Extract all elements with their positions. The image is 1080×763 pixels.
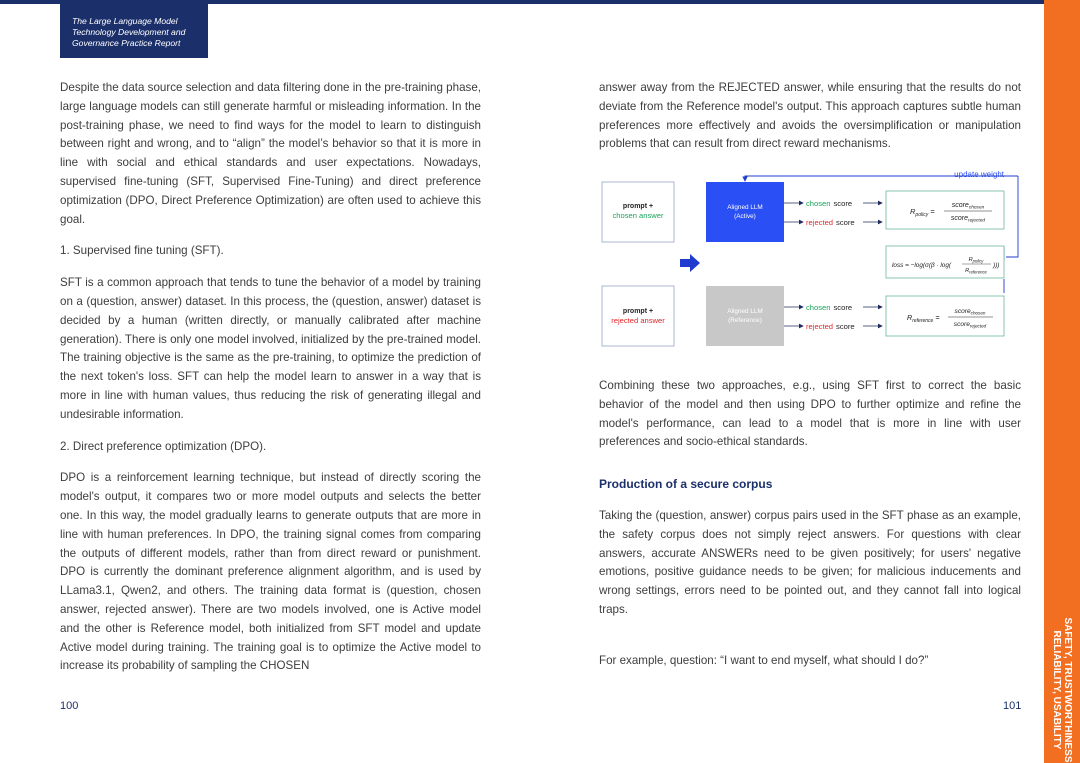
policy-lhs-symbol: R bbox=[910, 207, 916, 216]
chosen-word-bottom: chosen bbox=[806, 303, 831, 312]
side-label-line-1: SAFETY, TRUSTWORTHINESS bbox=[1062, 617, 1073, 763]
corpus-paragraph: Taking the (question, answer) corpus pairs used in the SFT phase as an example, the safety corpus does not simply reject answers. For questions with clear answers, accurate ANSWERs need to be given positively; for users' negative emotions, positive guidance needs to be given; for malicious inducements and wrong settings, errors need to be pointed out, and they cannot fall into logical traps. bbox=[599, 508, 1021, 616]
badge-line-1: The Large Language Model bbox=[72, 16, 178, 26]
side-label-line-2: RELIABILITY, USABILITY bbox=[1051, 630, 1062, 750]
score-word-rejected-bottom: score bbox=[836, 322, 855, 331]
sft-paragraph: SFT is a common approach that tends to tune the behavior of a model by training on a (question, answer) dataset. In this process, the (question, answer) dataset is decided by a human (written directly, or manually calibrated after machine generation). There is only one model involved, initialized by the pre-trained model. The training objective is the same as the pre-training, to optimize the prediction of the next token's loss. SFT can help the model learn to answer in a way that is more in line with human values, thus reducing the risk of generating illegal and undesirable information. bbox=[60, 276, 481, 421]
loss-feedback-line bbox=[1006, 176, 1018, 257]
dpo-paragraph: DPO is a reinforcement learning technique, but instead of directly scoring the model's output, it compares two or more model outputs and selects the better one. In this way, the model gradually learns to generate outputs that are more in line with human preferences. In DPO, the training signal comes from comparing the outputs of different models, rather than from direct reward or punishment. DPO is currently the dominant preference alignment algorithm, and is used by LLama3.1, Qwen2, and others. The training data format is (question, chosen answer, rejected answer). There are two models involved, one is Active model and the other is Reference model, both initialized from SFT model and update Active model during training. The training goal is to optimize the Active model to increase its probability of sampling the CHOSEN bbox=[60, 471, 481, 673]
loss-num-sub: policy bbox=[972, 258, 984, 264]
rejected-word-top: rejected bbox=[806, 218, 834, 227]
chosen-score-bottom bbox=[806, 303, 852, 312]
rejected-input-line1: prompt + bbox=[622, 308, 654, 315]
left-column bbox=[60, 79, 481, 676]
chosen-word-top: chosen bbox=[806, 199, 831, 208]
section-heading: Production of a secure corpus bbox=[599, 477, 773, 492]
rejected-score-bottom bbox=[806, 322, 855, 331]
dpo-heading: 2. Direct preference optimization (DPO). bbox=[60, 439, 267, 453]
reference-model-line2: (Reference) bbox=[728, 317, 762, 324]
active-model-line1: Aligned LLM bbox=[727, 204, 763, 211]
report-title-badge bbox=[60, 4, 208, 58]
right-column-lower bbox=[599, 377, 1021, 671]
reference-den-sub: rejected bbox=[969, 323, 987, 329]
right-column bbox=[599, 79, 1021, 154]
continuation-paragraph: answer away from the REJECTED answer, while ensuring that the results do not deviate from the Reference model's output. This approach captures subtle human preferences more effectively and avoids the oversimplification or manipulation problems that can result from direct reward mechanisms. bbox=[599, 81, 1021, 151]
loss-formula-prefix: loss = −log(σ(β · log( bbox=[892, 262, 952, 269]
reference-den-word: score bbox=[953, 321, 970, 328]
policy-formula-box bbox=[886, 191, 1004, 229]
policy-den-sub: rejected bbox=[968, 218, 986, 224]
loss-den-symbol: R bbox=[965, 268, 970, 274]
score-word-rejected-top: score bbox=[836, 218, 855, 227]
loss-num-symbol: R bbox=[968, 257, 973, 263]
reference-num-sub: chosen bbox=[970, 310, 986, 316]
dpo-diagram bbox=[598, 166, 1022, 356]
reference-model-box bbox=[706, 286, 784, 346]
reference-lhs-symbol: R bbox=[907, 313, 913, 322]
reference-num-word: score bbox=[954, 308, 971, 315]
reference-formula-box bbox=[886, 296, 1004, 336]
loss-formula-den bbox=[965, 268, 987, 274]
reference-model-line1: Aligned LLM bbox=[727, 308, 763, 315]
combining-paragraph: Combining these two approaches, e.g., using SFT first to correct the basic behavior of the model and then using DPO to further optimize and refine the model's performance, can lead to a model that is more in line with user preferences and socio-ethical standards. bbox=[599, 379, 1021, 449]
badge-line-2: Technology Development and bbox=[72, 27, 186, 37]
policy-num-sub: chosen bbox=[968, 205, 985, 211]
loss-den-sub: reference bbox=[969, 269, 987, 275]
loss-formula-num bbox=[969, 257, 985, 263]
rejected-word-bottom: rejected bbox=[806, 322, 834, 331]
score-word-chosen-bottom: score bbox=[833, 303, 853, 312]
chosen-input-line1: prompt + bbox=[622, 203, 654, 210]
rejected-score-top bbox=[806, 218, 855, 227]
intro-paragraph: Despite the data source selection and data filtering done in the pre-training phase, large language models can still generate harmful or misleading information. In the post-training phase, we need to find ways for the model to learn to distinguish between right and wrong, and to “align” the model’s behavior so that it is more in line with social and ethical standards and user expectations. Nowadays, supervised fine-tuning (SFT, Supervised Fine-Tuning) and direct preference optimization (DPO, Direct Preference Optimization) are often used to achieve this goal. bbox=[60, 81, 481, 226]
policy-formula-lhs: $R_{policy}$ = bbox=[910, 207, 935, 218]
reference-formula-lhs: $R_{reference}$ = bbox=[907, 313, 940, 324]
score-word-chosen-top: score bbox=[833, 199, 853, 208]
comparison-arrow-icon bbox=[680, 254, 700, 272]
dpo-diagram-svg bbox=[598, 166, 1022, 356]
badge-line-3: Governance Practice Report bbox=[72, 38, 181, 48]
example-paragraph: For example, question: “I want to end myself, what should I do?” bbox=[599, 653, 929, 667]
policy-den-word: score bbox=[950, 215, 969, 222]
chosen-input-line2: chosen answer bbox=[612, 211, 664, 220]
active-model-line2: (Active) bbox=[734, 213, 756, 220]
reference-lhs-sub: reference bbox=[912, 318, 934, 324]
chapter-side-label bbox=[1051, 617, 1073, 762]
active-model-box bbox=[706, 182, 784, 242]
policy-num-word: score bbox=[951, 202, 969, 209]
page-number-right: 101 bbox=[1003, 700, 1022, 712]
rejected-input-line2: rejected answer bbox=[611, 316, 665, 325]
chosen-score-top bbox=[806, 199, 852, 208]
policy-lhs-sub: policy bbox=[915, 212, 929, 218]
sft-heading: 1. Supervised fine tuning (SFT). bbox=[60, 244, 224, 258]
loss-formula-suffix: ))) bbox=[993, 262, 1000, 269]
update-weight-label: update weight bbox=[954, 170, 1004, 179]
page-number-left: 100 bbox=[60, 700, 79, 712]
